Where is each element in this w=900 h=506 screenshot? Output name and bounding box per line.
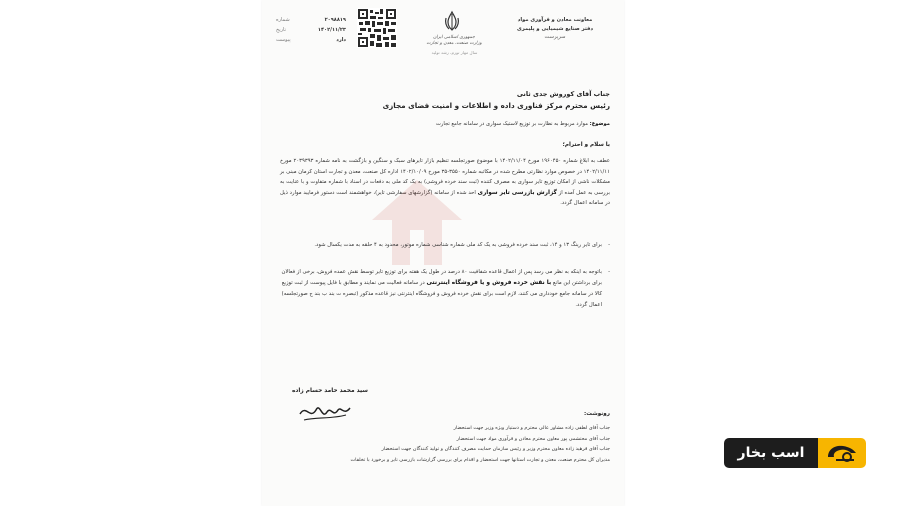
signature-icon [296,398,354,426]
department-line: دفتر صنایع شیمیایی و پلیمری [516,25,594,32]
cc-list [280,423,610,465]
cc-label: رونوشت: [584,411,610,417]
bullet-item [280,267,610,311]
brand-logo[interactable] [724,438,866,468]
cc-item: جناب آقای فرهید زاده معاون محترم وزیر و رئیس سازمان حمایت مصرف کنندگان و تولید کنندگان جهت استحضار [381,446,610,452]
number-label: شماره [276,17,290,23]
qr-code-icon [357,8,397,48]
body-text: عطف به ابلاغ شماره ۱۹۶۰۴۵۰ مورخ ۱۴۰۲/۱۱/۰۴ با موضوع صورتجلسه تنظیم بازار تایرهای سبک و سنگین و بازگشت به نامه شماره ۲۰۳۹۳۹۳ مورخ ۱۴۰۲/۱۱/۱۱ در خصوص موارد نظارتی مطرح شده در مکاتبه شماره ۳۵۵۰-۳۵ مورخ ۱۴۰۲/۱۰/۰۹ اداره کل صنعت، معدن و تجارت استان کرمان مبنی بر مشکلات ناشی از امکان توزیع تایر سواری به مصرف کننده (ثبت سند خرده فروشی) به یک کد ملی به دفعات در اسناد با شماره متفاوت و با عنایت به بررسی به عمل آمده از [280,158,610,196]
iran-emblem-icon [442,10,462,32]
letter-subject [276,121,610,127]
addressee-name: جناب آقای کوروش جدی ثانی [516,90,610,98]
org-line: وزارت صنعت، معدن و تجارت [426,41,482,46]
scanned-letter [262,0,624,506]
letter-header-department [500,16,610,42]
org-line: جمهوری اسلامی ایران [433,35,475,40]
ministry-name [424,35,484,47]
watermark-logo-icon [362,175,472,270]
attachment-label: پیوست [276,37,291,43]
salutation: با سلام و احترام؛ [562,142,610,148]
attachment-value: دارد [336,37,346,43]
department-sub: سرپرست [544,34,566,40]
body-text: احد شده از سامانه (گزارشهای سفارشی تایر)، خواهشمند است دستور فرمایید موارد ذیل در سامانه اعمال گردد. [280,189,610,207]
brand-logo-text: اسب بخار [737,445,805,461]
signatory-name: سید محمد حامد حسام زاده [292,388,369,394]
brand-logo-icon-box [818,438,866,468]
date-label: تاریخ [276,27,286,33]
bullet-emphasis: با نقش خرده فروش و یا فروشگاه اینترنتی [426,280,552,286]
bullet-text: در سامانه فعالیت می نمایند و مطابق با فایل پیوست از ثبت توزیع کالا در سامانه جامع خودداری می کنند، لازم است برای نقش خرده فروش و فروشگاه اینترنتی نیز قاعده مذکور (تبصره ت بند ب بند ج صورتجلسه) اعمال گردد. [281,280,602,308]
letter-meta [276,15,346,45]
cc-item: جناب آقای لطفی زاده مشاور عالی محترم و دستیار ویژه وزیر جهت استحضار [453,425,610,431]
letter-number: ۲۰۹۸۸۱۹ [324,17,346,23]
bullet-item: - برای تایر رینگ ۱۳ و ۱۴، ثبت سند خرده فروشی به یک کد ملی شماره شناسی شماره موتور، محدود به ۴ حلقه به مدت یکسال شود. [280,240,610,251]
subject-label: موضوع: [589,121,610,127]
addressee-title: رئیس محترم مرکز فناوری داده و اطلاعات و امنیت فضای مجازی [382,101,610,110]
brand-logo-text-box [724,438,818,468]
subject-text: موارد مربوط به نظارت بر توزیع لاستیک سواری در سامانه جامع تجارت [436,121,588,127]
horse-power-icon [825,443,859,463]
year-motto: سال مهار تورم، رشد تولید [431,50,478,55]
department-line: معاونت معادن و فرآوری مواد [517,17,593,23]
cc-item: جناب آقای محتشمی پور معاون محترم معادن و فرآوری مواد جهت استحضار [456,435,610,442]
cc-item: مدیران کل محترم صنعت، معدن و تجارت استانها جهت استحضار و اقدام برای بررسی گزارشات بازرسی تایر و برخورد با تخلفات [350,456,610,463]
body-emphasis: گزارش بازرسی تایر سواری [477,189,557,196]
addressee [276,88,610,112]
letter-date: ۱۴۰۲/۱۱/۲۳ [317,27,346,33]
bullet-text: باتوجه به اینکه به نظر می رسد پس از اعمال قاعده شفافیت ۸۰ درصد در طول یک هفته برای توزیع تایر توسط نقش عمده فروش، برخی از فعالان برای برداشتن این مانع [281,269,602,286]
